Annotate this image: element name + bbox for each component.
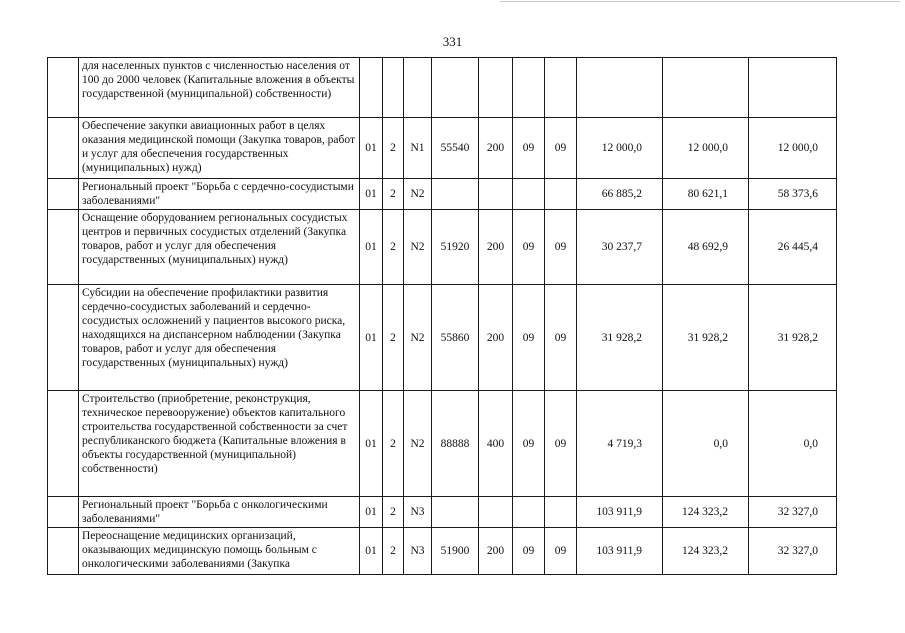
amount-year-3-cell: 32 327,0 [749,497,837,528]
code-section-cell: 09 [513,118,545,179]
code-subprogram-cell: 2 [383,497,404,528]
code-direction-cell [432,58,479,118]
code-direction-cell: 51920 [432,210,479,285]
table-body [48,58,837,575]
table-row [48,58,837,118]
table-row [48,285,837,391]
code-direction-cell [432,497,479,528]
code-direction-cell: 51900 [432,528,479,575]
amount-year-2-cell: 124 323,2 [663,497,749,528]
code-subsection-cell [545,179,577,210]
code-project-cell: N3 [404,528,432,575]
code-subprogram-cell: 2 [383,285,404,391]
code-program-cell: 01 [360,528,383,575]
amount-year-2-cell: 124 323,2 [663,528,749,575]
code-project-cell: N2 [404,391,432,497]
code-subsection-cell: 09 [545,118,577,179]
code-program-cell: 01 [360,497,383,528]
code-project-cell: N1 [404,118,432,179]
code-subprogram-cell: 2 [383,118,404,179]
code-expense-type-cell: 200 [479,528,513,575]
amount-year-3-cell: 26 445,4 [749,210,837,285]
table-row [48,118,837,179]
code-subprogram-cell [383,58,404,118]
code-expense-type-cell: 200 [479,118,513,179]
row-number-cell [48,528,79,575]
row-name-cell: Региональный проект "Борьба с онкологическими заболеваниями" [79,497,360,528]
row-name-cell: Оснащение оборудованием региональных сосудистых центров и первичных сосудистых отделений (Закупка товаров, работ и услуг для обеспечения государственных (муниципальных) нужд) [79,210,360,285]
code-project-cell: N3 [404,497,432,528]
row-number-cell [48,210,79,285]
code-expense-type-cell: 200 [479,210,513,285]
amount-year-2-cell: 31 928,2 [663,285,749,391]
amount-year-3-cell: 32 327,0 [749,528,837,575]
code-expense-type-cell [479,58,513,118]
code-subsection-cell: 09 [545,528,577,575]
amount-year-1-cell [577,58,663,118]
code-project-cell [404,58,432,118]
amount-year-1-cell: 4 719,3 [577,391,663,497]
code-expense-type-cell: 200 [479,285,513,391]
scan-artifact-line [500,1,900,2]
code-expense-type-cell [479,497,513,528]
code-program-cell: 01 [360,391,383,497]
code-program-cell: 01 [360,179,383,210]
row-number-cell [48,118,79,179]
table-row [48,497,837,528]
amount-year-2-cell: 0,0 [663,391,749,497]
code-subsection-cell [545,497,577,528]
code-direction-cell [432,179,479,210]
code-project-cell: N2 [404,210,432,285]
row-name-cell: Переоснащение медицинских организаций, оказывающих медицинскую помощь больным с онкологическими заболеваниями (Закупка [79,528,360,575]
code-program-cell: 01 [360,210,383,285]
code-expense-type-cell: 400 [479,391,513,497]
amount-year-3-cell: 31 928,2 [749,285,837,391]
budget-table [47,57,837,575]
code-program-cell [360,58,383,118]
code-subsection-cell: 09 [545,285,577,391]
table-row [48,210,837,285]
code-subprogram-cell: 2 [383,179,404,210]
page-number: 331 [442,34,463,49]
amount-year-1-cell: 103 911,9 [577,528,663,575]
code-program-cell: 01 [360,118,383,179]
code-direction-cell: 55540 [432,118,479,179]
code-expense-type-cell [479,179,513,210]
code-section-cell [513,179,545,210]
amount-year-1-cell: 66 885,2 [577,179,663,210]
amount-year-2-cell: 80 621,1 [663,179,749,210]
code-program-cell: 01 [360,285,383,391]
amount-year-1-cell: 31 928,2 [577,285,663,391]
code-direction-cell: 88888 [432,391,479,497]
row-number-cell [48,58,79,118]
code-section-cell: 09 [513,528,545,575]
amount-year-3-cell: 58 373,6 [749,179,837,210]
code-project-cell: N2 [404,285,432,391]
code-section-cell: 09 [513,210,545,285]
table-row [48,391,837,497]
code-subsection-cell [545,58,577,118]
row-name-cell: Обеспечение закупки авиационных работ в целях оказания медицинской помощи (Закупка товаров, работ и услуг для обеспечения государственных (муниципальных) нужд) [79,118,360,179]
amount-year-1-cell: 30 237,7 [577,210,663,285]
code-subsection-cell: 09 [545,210,577,285]
amount-year-1-cell: 12 000,0 [577,118,663,179]
row-name-cell: для населенных пунктов с численностью населения от 100 до 2000 человек (Капитальные вложения в объекты государственной (муниципальной) собственности) [79,58,360,118]
row-name-cell: Региональный проект "Борьба с сердечно-сосудистыми заболеваниями" [79,179,360,210]
amount-year-3-cell: 0,0 [749,391,837,497]
table-row [48,179,837,210]
row-number-cell [48,285,79,391]
amount-year-1-cell: 103 911,9 [577,497,663,528]
amount-year-2-cell: 48 692,9 [663,210,749,285]
table-row [48,528,837,575]
row-name-cell: Строительство (приобретение, реконструкция, техническое перевооружение) объектов капитального строительства государственной собственности за счет республиканского бюджета (Капитальные вложения в объекты государственной (муниципальной) собственности) [79,391,360,497]
code-section-cell: 09 [513,285,545,391]
code-subprogram-cell: 2 [383,528,404,575]
code-section-cell [513,58,545,118]
code-section-cell: 09 [513,391,545,497]
code-subprogram-cell: 2 [383,391,404,497]
amount-year-3-cell [749,58,837,118]
code-subprogram-cell: 2 [383,210,404,285]
code-section-cell [513,497,545,528]
row-number-cell [48,391,79,497]
amount-year-2-cell [663,58,749,118]
amount-year-2-cell: 12 000,0 [663,118,749,179]
row-name-cell: Субсидии на обеспечение профилактики развития сердечно-сосудистых заболеваний и сердечно-сосудистых осложнений у пациентов высокого риска, находящихся на диспансерном наблюдении (Закупка товаров, работ и услуг для обеспечения государственных (муниципальных) нужд) [79,285,360,391]
row-number-cell [48,497,79,528]
code-subsection-cell: 09 [545,391,577,497]
code-project-cell: N2 [404,179,432,210]
row-number-cell [48,179,79,210]
amount-year-3-cell: 12 000,0 [749,118,837,179]
code-direction-cell: 55860 [432,285,479,391]
